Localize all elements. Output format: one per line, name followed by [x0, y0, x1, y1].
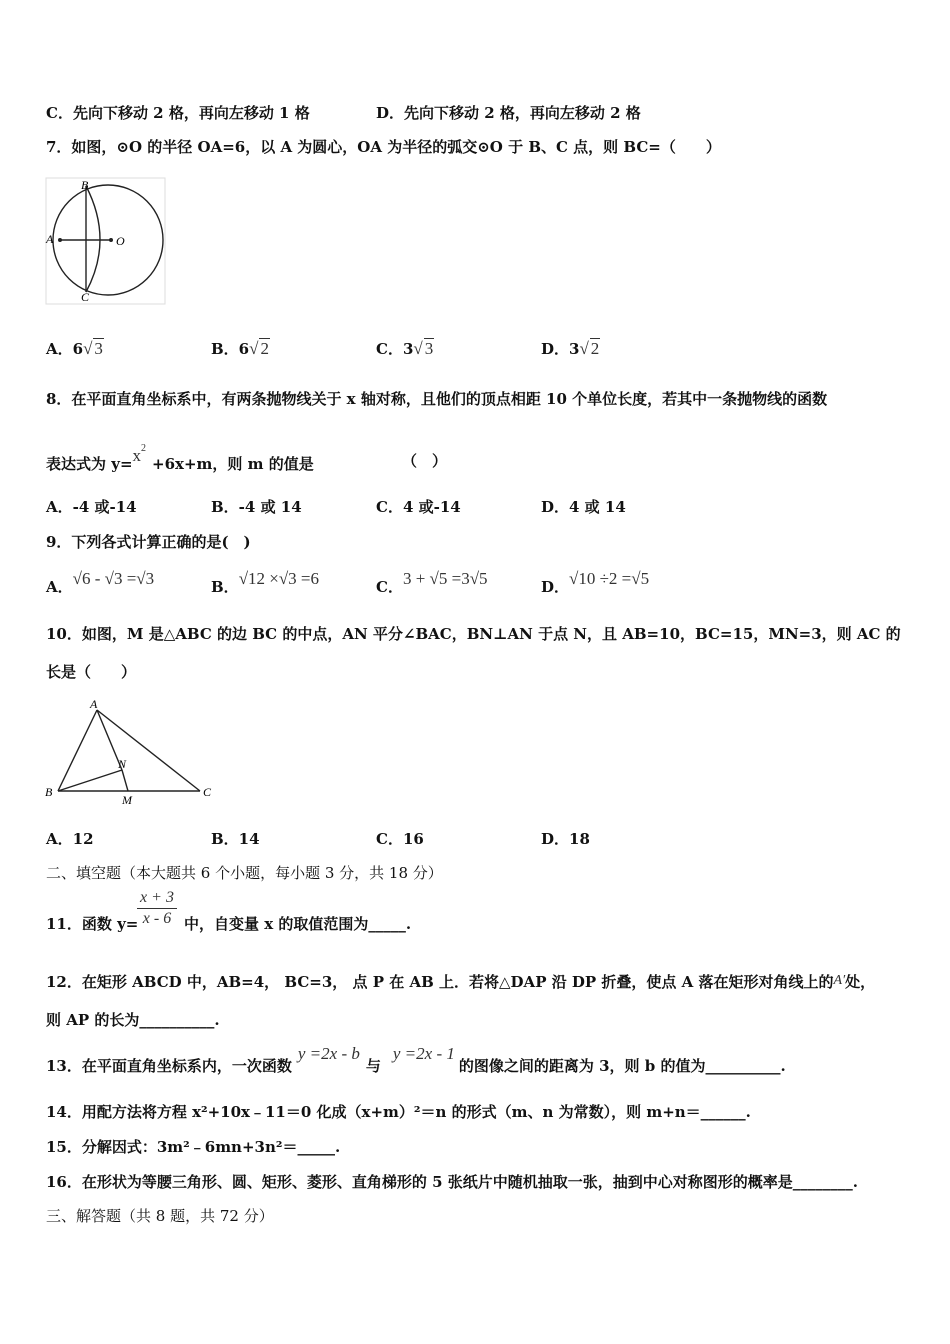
q9-option-b-label: B．	[211, 578, 239, 596]
point-o	[109, 238, 113, 242]
q12-line1-text: 12．在矩形 ABCD 中，AB=4， BC=3， 点 P 在 AB 上．若将△DAP 沿 DP 折叠，使点 A 落在矩形对角线上的	[46, 973, 834, 991]
q8-exponent: 2	[141, 443, 147, 454]
q7-option-a-radicand: 3	[94, 339, 103, 358]
q8-option-b: B．-4 或 14	[211, 498, 302, 516]
q10-option-d: D．18	[541, 830, 590, 848]
q6-option-d: D．先向下移动 2 格，再向左移动 2 格	[376, 104, 641, 122]
q11-pre: 11．函数 y=	[46, 915, 139, 933]
q9-stem: 9．下列各式计算正确的是( )	[46, 533, 251, 551]
q8-stem-line2	[46, 443, 314, 474]
point-a	[58, 238, 62, 242]
label-m: M	[122, 793, 132, 807]
q7-option-c-label: C．3	[376, 340, 414, 358]
q10-stem-line2: 长是（ ）	[46, 663, 137, 681]
q7-figure-frame	[46, 178, 165, 304]
q12-line1-end: 处，	[845, 973, 876, 991]
q9-option-b-expr: √12 ×√3 =6	[238, 569, 320, 588]
q13-function-2: y =2x - 1	[392, 1044, 455, 1063]
q7-option-d-label: D．3	[541, 340, 580, 358]
q12-line1	[46, 972, 875, 994]
q10-option-a: A．12	[46, 830, 94, 848]
q7-option-d-radicand: 2	[590, 339, 600, 358]
q7-option-a-label: A．6	[46, 340, 84, 358]
q11	[46, 914, 138, 934]
label-o: O	[116, 234, 125, 248]
q11-post: 中，自变量 x 的取值范围为_____.	[184, 915, 412, 933]
q13	[46, 1044, 786, 1076]
label-c: C	[81, 290, 90, 304]
q15: 15．分解因式：3m²﹣6mn+3n²＝_____.	[46, 1138, 341, 1156]
label-n: N	[118, 757, 127, 771]
q10-option-b: B．14	[211, 830, 260, 848]
label-c: C	[203, 785, 212, 799]
q8-option-c: C．4 或-14	[376, 498, 461, 516]
segment-ac	[97, 710, 200, 791]
q9-option-d-label: D．	[541, 578, 570, 596]
q7-option-c: C．3√ 3	[376, 339, 434, 358]
q13-mid: 与	[365, 1057, 381, 1075]
q9-option-c-expr: 3 + √5 =3√5	[402, 569, 488, 588]
q13-post: 的图像之间的距离为 3，则 b 的值为__________.	[458, 1057, 786, 1075]
q10-stem: 10．如图，M 是△ABC 的边 BC 的中点，AN 平分∠BAC，BN⊥AN 于点 N，且 AB=10，BC=15，MN=3，则 AC 的	[46, 625, 901, 643]
q7-figure	[44, 176, 168, 306]
q7-option-a: A．6√ 3	[46, 339, 103, 358]
q9-option-d-expr: √10 ÷2 =√5	[569, 569, 650, 588]
q9-option-b	[211, 569, 320, 596]
q8-expr-pre: 表达式为 y=	[46, 455, 133, 473]
section-3-heading: 三、解答题（共 8 题，共 72 分）	[46, 1207, 274, 1225]
q9-option-d	[541, 569, 650, 596]
q12-a-prime: A′	[833, 973, 846, 988]
q7-option-b-radicand: 2	[260, 339, 269, 358]
q8-x: x	[132, 446, 142, 465]
q8-expr-post: +6x+m，则 m 的值是	[152, 455, 314, 473]
q13-pre: 13．在平面直角坐标系内，一次函数	[46, 1057, 292, 1075]
q7-stem: 7．如图，⊙O 的半径 OA=6，以 A 为圆心，OA 为半径的弧交⊙O 于 B、C 点，则 BC=（ ）	[46, 138, 721, 156]
q9-option-a-expr: √6 - √3 =√3	[72, 569, 155, 588]
q9-option-a	[46, 569, 155, 596]
q9-option-c	[376, 569, 488, 596]
segment-nm	[122, 770, 128, 791]
q11-fraction	[137, 888, 177, 929]
q10-option-c: C．16	[376, 830, 424, 848]
label-a: A	[46, 232, 54, 246]
q7-option-d: D．3√ 2	[541, 339, 600, 358]
section-2-heading: 二、填空题（本大题共 6 个小题，每小题 3 分，共 18 分）	[46, 864, 443, 882]
segment-bn	[58, 770, 122, 791]
q11-denominator: x - 6	[142, 910, 172, 927]
q10-figure	[42, 696, 222, 808]
q6-option-c: C．先向下移动 2 格，再向左移动 1 格	[46, 104, 310, 122]
q7-option-b: B．6√ 2	[211, 339, 269, 358]
label-b: B	[45, 785, 53, 799]
q9-option-c-label: C．	[376, 578, 403, 596]
arc-bc	[86, 186, 100, 292]
label-b: B	[81, 178, 89, 192]
q8-option-d: D．4 或 14	[541, 498, 626, 516]
q8-stem: 8．在平面直角坐标系中，有两条抛物线关于 x 轴对称，且他们的顶点相距 10 个单位长度，若其中一条抛物线的函数	[46, 390, 828, 408]
q7-option-b-label: B．6	[211, 340, 250, 358]
q7-option-c-radicand: 3	[424, 339, 434, 358]
q16: 16．在形状为等腰三角形、圆、矩形、菱形、直角梯形的 5 张纸片中随机抽取一张，抽到中心对称图形的概率是________.	[46, 1173, 858, 1191]
q13-function-1: y =2x - b	[297, 1044, 360, 1063]
label-a: A	[90, 697, 98, 711]
segment-ab	[58, 710, 97, 791]
q8-option-a: A．-4 或-14	[46, 498, 137, 516]
q8-paren: （ ）	[402, 452, 448, 470]
q9-option-a-label: A．	[46, 578, 73, 596]
q14: 14．用配方法将方程 x²+10x﹣11＝0 化成（x+m）²＝n 的形式（m、n 为常数），则 m+n＝______.	[46, 1103, 751, 1121]
q11-numerator: x + 3	[137, 888, 177, 909]
q12-line2: 则 AP 的长为__________.	[46, 1011, 220, 1029]
